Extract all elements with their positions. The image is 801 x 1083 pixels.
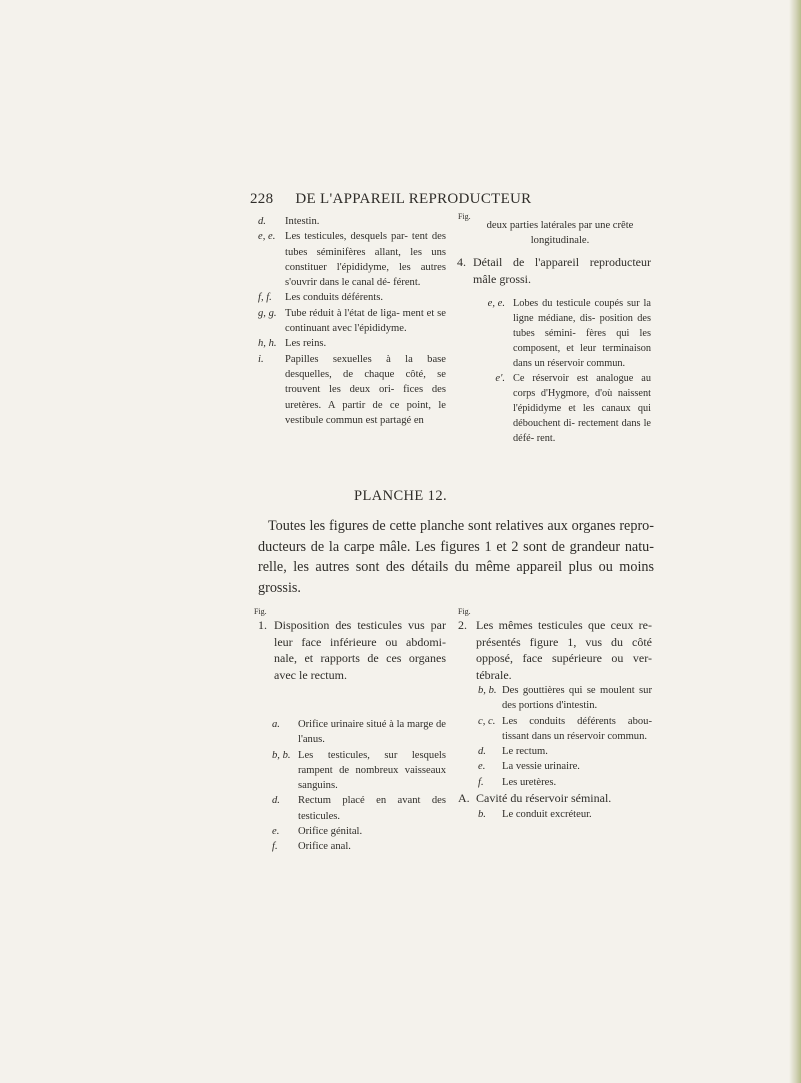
running-title: DE L'APPAREIL REPRODUCTEUR bbox=[295, 191, 532, 207]
fig-label: Fig. bbox=[254, 607, 267, 616]
legend-column-left-bottom bbox=[254, 607, 446, 855]
legend-key: d. bbox=[272, 795, 280, 807]
figure-number: 1. bbox=[258, 618, 267, 632]
legend-column-left-top bbox=[258, 214, 446, 428]
legend-text: Les testicules, desquels par- tent des tubes séminifères allant, les uns constituer l'épididyme, les autres s'ouvrir dans le canal dé- férent. bbox=[285, 231, 446, 289]
legend-key: d. bbox=[258, 216, 266, 227]
legend-text: Le conduit excréteur. bbox=[502, 808, 592, 820]
legend-entry bbox=[478, 759, 652, 774]
figure-caption: Détail de l'appareil reproducteur mâle grossi. bbox=[473, 255, 651, 286]
legend-text: Intestin. bbox=[285, 216, 320, 227]
legend-entry bbox=[272, 748, 446, 794]
running-head bbox=[250, 191, 532, 208]
legend-key: i. bbox=[258, 353, 264, 365]
legend-key: h, h. bbox=[258, 338, 277, 350]
fig-label: Fig. bbox=[458, 212, 471, 221]
legend-key: e, e. bbox=[258, 231, 276, 243]
legend-text: Les conduits déférents abou- tissant dans un réservoir commun. bbox=[502, 715, 652, 742]
legend-key: e, e. bbox=[487, 298, 505, 309]
legend-text: Les testicules, sur lesquels rampent de nombreux vaisseaux sanguins. bbox=[298, 749, 446, 792]
legend-key: e. bbox=[478, 761, 486, 773]
legend-entry bbox=[469, 296, 651, 371]
page-number: 228 bbox=[250, 191, 274, 207]
legend-entry bbox=[272, 824, 446, 839]
legend-entry bbox=[272, 793, 446, 824]
figure-caption: Les mêmes testicules que ceux re- présentés figure 1, vus du côté opposé, face supérieure ou ver- tébrale. bbox=[476, 618, 652, 682]
legend-entry bbox=[478, 775, 652, 790]
figure-entry bbox=[258, 617, 446, 683]
legend-text: Orifice génital. bbox=[298, 826, 363, 838]
legend-key: b. bbox=[478, 808, 486, 820]
figure-entry bbox=[458, 790, 652, 807]
plate-introduction: Toutes les figures de cette planche sont relatives aux organes repro- ducteurs de la carpe mâle. Les figures 1 et 2 sont de grandeur natu- relle, les autres sont des détails du même appareil plus ou moins grossis. bbox=[258, 518, 654, 596]
continued-text: deux parties latérales par une crête longitudinale. bbox=[486, 220, 634, 246]
legend-text: Les conduits déférents. bbox=[285, 292, 383, 304]
figure-entry bbox=[457, 254, 651, 287]
legend-key: b, b. bbox=[272, 749, 291, 761]
figure-number: A. bbox=[458, 791, 470, 806]
legend-entry bbox=[478, 807, 652, 822]
legend-key: a. bbox=[272, 719, 280, 730]
legend-key: e'. bbox=[495, 373, 505, 384]
legend-entry bbox=[272, 717, 446, 748]
legend-text: Papilles sexuelles à la base desquelles, de chaque côté, se trouvent les deux ori- fices des uretères. A partir de ce point, le vestibule commun est partagé en bbox=[285, 353, 446, 426]
figure-number: 2. bbox=[458, 618, 467, 632]
legend-text: Les uretères. bbox=[502, 776, 557, 788]
figure-caption: Cavité du réservoir séminal. bbox=[476, 791, 612, 806]
legend-key: g, g. bbox=[258, 307, 277, 319]
legend-text: Orifice anal. bbox=[298, 841, 351, 853]
legend-key: d. bbox=[478, 746, 486, 758]
legend-key: b, b. bbox=[478, 685, 497, 696]
legend-text: La vessie urinaire. bbox=[502, 761, 580, 773]
legend-text: Tube réduit à l'état de liga- ment et se continuant avec l'épididyme. bbox=[285, 307, 446, 335]
legend-entry bbox=[469, 371, 651, 446]
legend-entry bbox=[478, 714, 652, 745]
legend-key: f, f. bbox=[258, 292, 272, 304]
figure-caption: Disposition des testicules vus par leur face inférieure ou abdomi- nale, et rapports de ces organes avec le rectum. bbox=[274, 618, 446, 682]
plate-title: PLANCHE 12. bbox=[353, 488, 447, 504]
legend-text: Orifice urinaire situé à la marge de l'anus. bbox=[298, 719, 446, 746]
legend-column-right-top bbox=[457, 212, 651, 446]
legend-column-right-bottom bbox=[458, 607, 652, 822]
legend-entry bbox=[272, 839, 446, 854]
legend-entry bbox=[478, 683, 652, 714]
legend-text: Ce réservoir est analogue au corps d'Hygmore, d'où naissent l'épididyme et les canaux qui débouchent di- rectement dans le défé- rent. bbox=[513, 373, 651, 444]
fig-label: Fig. bbox=[458, 607, 471, 616]
legend-entry bbox=[258, 306, 446, 337]
legend-text: Lobes du testicule coupés sur la ligne médiane, dis- position des tubes sémini- fères qui les composent, et leur terminaison dans un réservoir commun. bbox=[513, 298, 651, 369]
legend-key: e. bbox=[272, 826, 280, 838]
figure-entry bbox=[458, 617, 652, 683]
legend-entry bbox=[258, 214, 446, 229]
legend-key: c, c. bbox=[478, 715, 496, 727]
legend-entry bbox=[478, 744, 652, 759]
legend-text: Des gouttières qui se moulent sur des portions d'intestin. bbox=[502, 685, 652, 712]
figure-number: 4. bbox=[457, 255, 466, 269]
legend-entry bbox=[258, 336, 446, 351]
legend-key: f. bbox=[478, 776, 484, 788]
legend-text: Le rectum. bbox=[502, 746, 548, 758]
legend-text: Les reins. bbox=[285, 338, 327, 350]
legend-text: Rectum placé en avant des testicules. bbox=[298, 795, 446, 822]
legend-entry bbox=[258, 229, 446, 290]
legend-entry bbox=[258, 290, 446, 305]
legend-key: f. bbox=[272, 841, 278, 853]
page-edge-shadow bbox=[789, 0, 801, 1083]
legend-entry bbox=[258, 352, 446, 428]
